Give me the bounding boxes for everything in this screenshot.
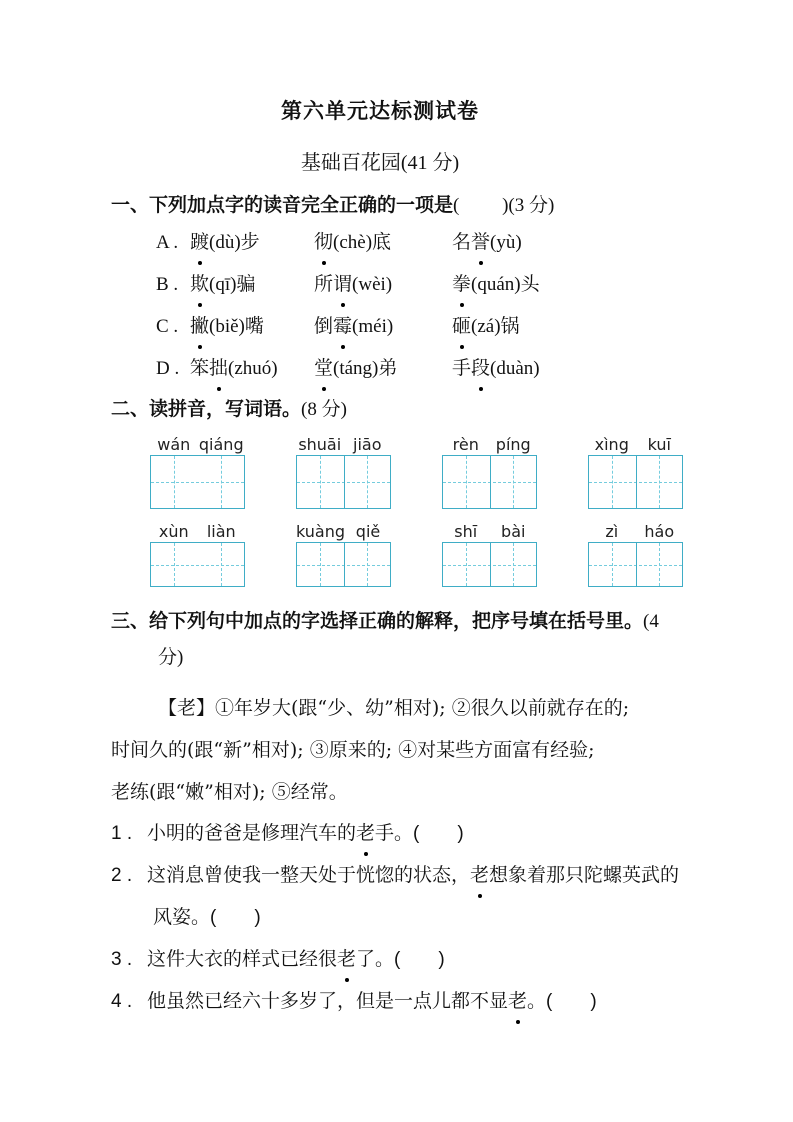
definition-paragraph xyxy=(111,687,693,813)
sentence-item xyxy=(111,813,693,855)
pinyin-label xyxy=(588,436,683,454)
emphasis-dotted-char: 堂 xyxy=(314,348,333,390)
text-segment: (chè)底 xyxy=(333,232,392,253)
text-segment: (yù) xyxy=(490,232,522,253)
pinyin-syllable: bài xyxy=(501,522,526,541)
pinyin-syllable: shuāi xyxy=(298,435,342,454)
sentence-number: 1 . xyxy=(111,823,133,844)
emphasis-dotted-char: 彻 xyxy=(314,222,333,264)
option-word xyxy=(314,348,452,390)
writing-grid-cell xyxy=(442,523,537,587)
emphasis-dotted-char: 老 xyxy=(356,813,375,855)
sentence-text xyxy=(147,855,679,897)
writing-grid-box xyxy=(296,455,391,509)
option-label: D . xyxy=(156,358,180,379)
pinyin-label xyxy=(442,523,537,541)
option-row xyxy=(156,222,693,264)
text-segment: (méi) xyxy=(352,316,394,337)
option-word xyxy=(452,222,522,264)
text-segment: (wèi) xyxy=(352,274,393,295)
emphasis-dotted-char: 拳 xyxy=(452,264,471,306)
section3-heading-text: 三、给下列句中加点的字选择正确的解释，把序号填在括号里。 xyxy=(111,611,644,632)
emphasis-dotted-char: 踱 xyxy=(190,222,209,264)
emphasis-dotted-char: 段 xyxy=(471,348,490,390)
option-word xyxy=(190,348,314,390)
writing-grid-box xyxy=(442,455,537,509)
section2-heading-text: 二、读拼音，写词语。 xyxy=(111,399,302,420)
text-segment: (duàn) xyxy=(490,358,540,379)
option-word xyxy=(190,222,314,264)
pinyin-syllable: wán xyxy=(157,435,191,454)
definition-line: 时间久的(跟“新”相对); ③原来的; ④对某些方面富有经验; xyxy=(111,739,595,761)
writing-grid-box xyxy=(150,542,245,587)
pinyin-label xyxy=(296,436,391,454)
pinyin-syllable: xùn xyxy=(158,522,189,541)
definition-line: 【老】①年岁大(跟“少、幼”相对); ②很久以前就存在的; xyxy=(158,697,630,719)
sentence-item xyxy=(111,981,693,1023)
pinyin-syllable: háo xyxy=(644,522,675,541)
text-segment: (quán)头 xyxy=(471,274,540,295)
option-word xyxy=(190,264,314,306)
text-segment: 想象着那只陀螺英武的 xyxy=(489,865,680,886)
option-label: C . xyxy=(156,316,179,337)
definition-line: 老练(跟“嫩”相对); ⑤经常。 xyxy=(111,781,348,803)
option-word xyxy=(314,306,452,348)
writing-grid-box xyxy=(296,542,391,587)
pinyin-syllable: jiāo xyxy=(353,435,382,454)
sentence-text xyxy=(147,813,464,855)
pinyin-syllable: zì xyxy=(605,522,619,541)
text-segment: 手。( ) xyxy=(375,823,464,844)
text-segment: 这件大衣的样式已经很 xyxy=(147,949,338,970)
emphasis-dotted-char: 老 xyxy=(470,855,489,897)
emphasis-dotted-char: 欺 xyxy=(190,264,209,306)
sentence-number: 3 . xyxy=(111,949,133,970)
writing-grid-cell xyxy=(150,523,245,587)
text-segment: (táng)弟 xyxy=(333,358,398,379)
option-word xyxy=(314,222,452,264)
emphasis-dotted-char: 誉 xyxy=(471,222,490,264)
text-segment: 手 xyxy=(452,358,472,379)
writing-grid-cell xyxy=(150,436,245,509)
section3-heading xyxy=(111,607,693,637)
sentence-continuation: 风姿。( ) xyxy=(153,907,261,928)
grid-row-2 xyxy=(150,523,693,587)
section3-heading-line2: 分) xyxy=(158,647,184,668)
option-label: A . xyxy=(156,232,179,253)
option-row xyxy=(156,348,693,390)
writing-grid-box xyxy=(588,542,683,587)
emphasis-dotted-char: 砸 xyxy=(452,306,471,348)
text-segment: (biě)嘴 xyxy=(209,316,264,337)
paper-title: 第六单元达标测试卷 xyxy=(281,100,479,123)
text-segment: 小明的爸爸是修理汽车的 xyxy=(147,823,357,844)
pinyin-syllable: xìng xyxy=(594,435,629,454)
text-segment: 他虽然已经六十多岁了，但是一点儿都不显 xyxy=(147,991,509,1012)
writing-grid-cell xyxy=(588,436,683,509)
writing-grid-cell xyxy=(588,523,683,587)
section1-heading-text: 一、下列加点字的读音完全正确的一项是 xyxy=(111,195,454,216)
writing-grid-cell xyxy=(296,436,391,509)
pinyin-label xyxy=(150,436,245,454)
section1-heading xyxy=(111,192,693,220)
text-segment: 这消息曾使我一整天处于恍惚的状态， xyxy=(147,865,471,886)
option-row xyxy=(156,306,693,348)
emphasis-dotted-char: 谓 xyxy=(333,264,352,306)
pinyin-syllable: qiě xyxy=(355,522,381,541)
text-segment: 了。( ) xyxy=(356,949,445,970)
pinyin-syllable: rèn xyxy=(452,435,479,454)
option-row xyxy=(156,264,693,306)
emphasis-dotted-char: 撇 xyxy=(190,306,209,348)
pinyin-syllable: qiáng xyxy=(198,435,244,454)
option-word xyxy=(452,348,540,390)
writing-grid-box xyxy=(588,455,683,509)
sentence-text xyxy=(147,981,597,1023)
emphasis-dotted-char: 老 xyxy=(508,981,527,1023)
pinyin-label xyxy=(296,523,391,541)
section2-heading-points: (8 分) xyxy=(301,399,347,420)
text-segment: (dù)步 xyxy=(209,232,260,253)
sentence-item xyxy=(111,939,693,981)
text-segment: (zá)锅 xyxy=(471,316,520,337)
sentence-item xyxy=(111,855,693,897)
pinyin-label xyxy=(588,523,683,541)
text-segment: 倒 xyxy=(314,316,334,337)
options-list xyxy=(111,222,693,390)
text-segment: (qī)骗 xyxy=(209,274,256,295)
sentence-number: 4 . xyxy=(111,991,133,1012)
section1-heading-points: ( )(3 分) xyxy=(453,195,555,216)
text-segment: 笨 xyxy=(190,358,210,379)
writing-grid-cell xyxy=(442,436,537,509)
section3-heading-points: (4 xyxy=(643,611,659,632)
emphasis-dotted-char: 老 xyxy=(337,939,356,981)
section2-heading xyxy=(111,396,693,424)
paper-subtitle: 基础百花园(41 分) xyxy=(300,152,460,174)
sentence-number: 2 . xyxy=(111,865,133,886)
pinyin-syllable: kuàng xyxy=(296,522,346,541)
writing-grid-box xyxy=(150,455,245,509)
text-segment: 名 xyxy=(452,232,472,253)
sentence-list xyxy=(111,813,693,1023)
pinyin-syllable: píng xyxy=(495,435,531,454)
emphasis-dotted-char: 拙 xyxy=(209,348,228,390)
writing-grid-cell xyxy=(296,523,391,587)
pinyin-syllable: liàn xyxy=(206,522,236,541)
pinyin-syllable: shī xyxy=(454,522,478,541)
option-word xyxy=(452,306,520,348)
option-word xyxy=(314,264,452,306)
text-segment: (zhuó) xyxy=(228,358,278,379)
option-label: B . xyxy=(156,274,179,295)
grid-row-1 xyxy=(150,436,693,509)
option-word xyxy=(190,306,314,348)
emphasis-dotted-char: 霉 xyxy=(333,306,352,348)
option-word xyxy=(452,264,540,306)
pinyin-label xyxy=(442,436,537,454)
pinyin-label xyxy=(150,523,245,541)
sentence-text xyxy=(147,939,445,981)
text-segment: 所 xyxy=(314,274,334,295)
writing-grid-box xyxy=(442,542,537,587)
pinyin-syllable: kuī xyxy=(647,435,671,454)
text-segment: 。( ) xyxy=(527,991,597,1012)
